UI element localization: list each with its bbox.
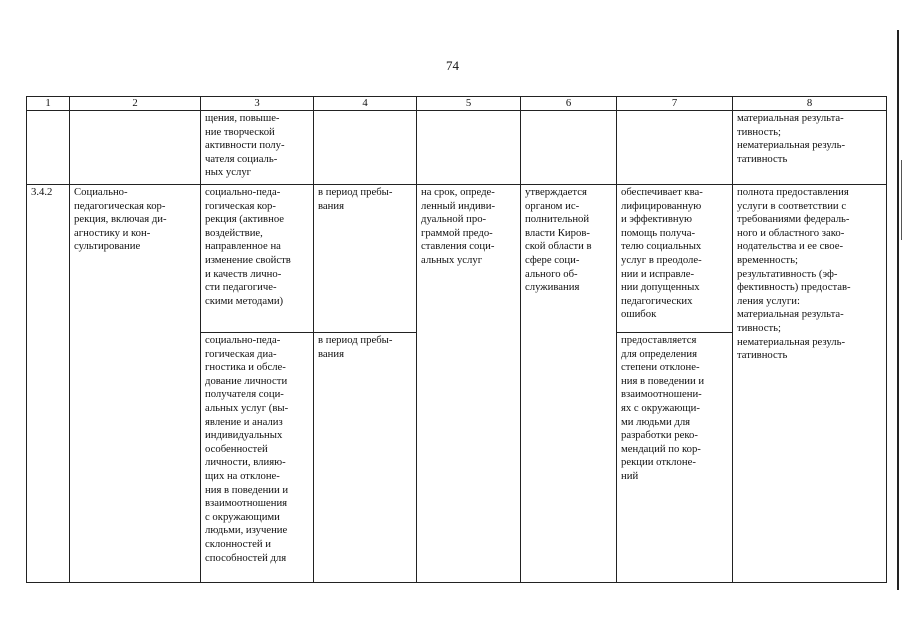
column-header: 6 xyxy=(521,97,617,111)
table-cell xyxy=(70,111,201,185)
service-conditions-b: предоставляется для определения степени отклоне- ния в поведении и взаимоотношени- ях с окружающи- ми людьми для разработки реко- мендаций по кор- рекции отклоне- ний xyxy=(617,333,733,583)
scan-edge-line xyxy=(897,30,899,590)
table-cell xyxy=(617,111,733,185)
service-quality-indicators: полнота предоставления услуги в соответствии с требованиями федераль- ного и областного зако- нодательства и ее свое- временность; результативность (эф- фективность) предостав- ления услуги: материальная результа- тивность; нематериальная резуль- тативность xyxy=(733,185,887,583)
services-table xyxy=(26,96,887,583)
column-header: 3 xyxy=(201,97,314,111)
service-term: на срок, опреде- ленный индиви- дуальной про- граммой предо- ставления соци- альных услуг xyxy=(417,185,521,583)
service-approval: утверждается органом ис- полнительной власти Киров- ской области в сфере соци- ального об- служивания xyxy=(521,185,617,583)
service-period-b: в период пребы- вания xyxy=(314,333,417,583)
table-header-row xyxy=(27,97,887,111)
table-row-continued xyxy=(27,111,887,185)
table-cell xyxy=(417,111,521,185)
service-content-correction: социально-педа- гогическая кор- рекция (активное воздействие, направленное на изменение свойств и качеств лично- сти педагогиче- скими методами) xyxy=(201,185,314,333)
service-conditions-a: обеспечивает ква- лифицированную и эффективную помощь получа- телю социальных услуг в преодоле- нии и исправле- нии допущенных педагогических ошибок xyxy=(617,185,733,333)
service-number: 3.4.2 xyxy=(27,185,70,583)
table-row-3-4-2-a xyxy=(27,185,887,333)
column-header: 1 xyxy=(27,97,70,111)
service-content-diagnostics: социально-педа- гогическая диа- гностика и обсле- дование личности получателя соци- альных услуг (вы- явление и анализ индивидуальных особенностей личности, влияю- щих на отклоне- ния в поведении и взаимоотношения с окружающими людьми, изучение склонностей и способностей для xyxy=(201,333,314,583)
page-number: 74 xyxy=(446,58,459,73)
service-period-a: в период пребы- вания xyxy=(314,185,417,333)
continued-service-description: щения, повыше- ние творческой активности полу- чателя социаль- ных услуг xyxy=(201,111,314,185)
continued-quality-indicators: материальная результа- тивность; нематериальная резуль- тативность xyxy=(733,111,887,185)
table-cell xyxy=(521,111,617,185)
table-cell xyxy=(27,111,70,185)
service-name: Социально- педагогическая кор- рекция, включая ди- агностику и кон- сультирование xyxy=(70,185,201,583)
column-header: 8 xyxy=(733,97,887,111)
column-header: 4 xyxy=(314,97,417,111)
column-header: 5 xyxy=(417,97,521,111)
column-header: 2 xyxy=(70,97,201,111)
scan-edge-line xyxy=(901,160,902,240)
column-header: 7 xyxy=(617,97,733,111)
table-cell xyxy=(314,111,417,185)
